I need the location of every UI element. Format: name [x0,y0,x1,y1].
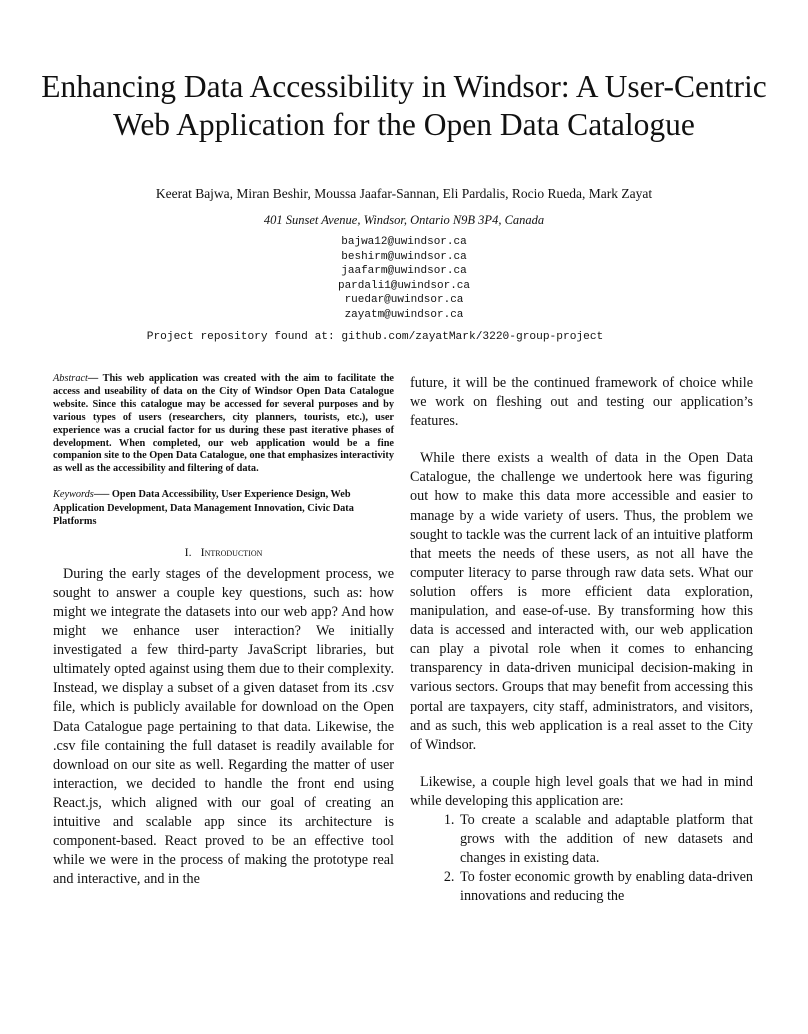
email-list [0,235,808,323]
paper-title: Enhancing Data Accessibility in Windsor: A User-Centric Web Application for the Open Data Catalogue [41,69,767,142]
section-numeral: I. [184,544,192,559]
keywords-label: Keywords [53,489,94,501]
email-address: zayatm@uwindsor.ca [344,308,464,321]
email-address: beshirm@uwindsor.ca [341,250,467,263]
keywords [53,488,394,529]
goals-list [410,811,753,906]
left-column [53,373,394,889]
introduction-paragraph: During the early stages of the development process, we sought to answer a couple key questions, such as: how might we integrate the datasets into our web app? And how might we enhance user interaction? We initially investigated a few third-party JavaScript libraries, but ultimately opted against using them due to their complexity. Instead, we display a subset of a given dataset from its .csv file, which is publicly available for download on the Open Data Catalogue page pertaining to that data. Likewise, the .csv file containing the full dataset is readily available for download on our site as well. Regarding the matter of user interaction, we decided to handle the front end using React.js, which aligned with our goal of creating an intuitive and scalable app since its architecture is component-based. React proved to be an effective tool while we were in the process of making the prototype real and interactive, and in the [53,565,394,888]
keywords-dash: —– [93,489,110,501]
affiliation-address: 401 Sunset Avenue, Windsor, Ontario N9B 3P4, Canada [263,213,545,227]
section-title: Introduction [200,544,263,559]
abstract-label: Abstract [53,373,88,384]
email-address: bajwa12@uwindsor.ca [341,236,467,248]
goal-item: 2. To foster economic growth by enabling data-driven innovations and reducing the [458,868,753,906]
email-address: ruedar@uwindsor.ca [344,294,464,307]
repository-note: Project repository found at: github.com/zayatMark/3220-group-project [146,331,604,343]
continuation-paragraph: future, it will be the continued framework of choice while we work on fleshing out and testing our application’s features. [410,375,753,430]
keywords-text: Open Data Accessibility, User Experience Design, Web Application Development, Data Management Innovation, Civic Data Platforms [53,489,354,528]
abstract [53,373,394,476]
goals-intro-paragraph: Likewise, a couple high level goals that we had in mind while developing this application are: [410,773,753,809]
problem-paragraph: While there exists a wealth of data in the Open Data Catalogue, the challenge we undertook here was figuring out how to make this data more accessible and easier to manage by a wide variety of users. Thus, the problem we sought to tackle was the current lack of an intuitive platform that meets the needs of these users, as not all have the computer literacy to parse through raw data sets. What our solution offers is more efficient data exploration, manipulation, and ease-of-use. By transforming how this data is accessed and interacted with, our web application can play a pivotal role when it comes to enhancing transparency in data-driven municipal decision-making in various sectors. Groups that may benefit from accessing this portal are taxpayers, city staff, administrators, and visitors, and as such, this web application is a real asset to the City of Windsor. [410,450,753,753]
email-address: pardali1@uwindsor.ca [337,279,471,292]
abstract-text: This web application was created with the aim to facilitate the access and useability of data on the City of Windsor Open Data Catalogue website. Since this catalogue may be accessed for several purposes and by various types of users (researchers, city planners, tourists, etc.), user experience was a crucial factor for us during these past iterative phases of development. When completed, our web application would be a fine companion site to the Open Data Catalogue, one that emphasizes interactivity as well as the accessibility and filtering of data. [53,373,394,475]
abstract-dash: — [87,373,99,384]
author-list: Keerat Bajwa, Miran Beshir, Moussa Jaafar-Sannan, Eli Pardalis, Rocio Rueda, Mark Zayat [155,186,653,201]
email-address: jaafarm@uwindsor.ca [341,265,467,278]
right-column [410,374,753,906]
goal-item: 1. To create a scalable and adaptable platform that grows with the addition of new datasets and changes in existing data. [458,811,753,868]
section-heading-introduction [53,545,394,560]
